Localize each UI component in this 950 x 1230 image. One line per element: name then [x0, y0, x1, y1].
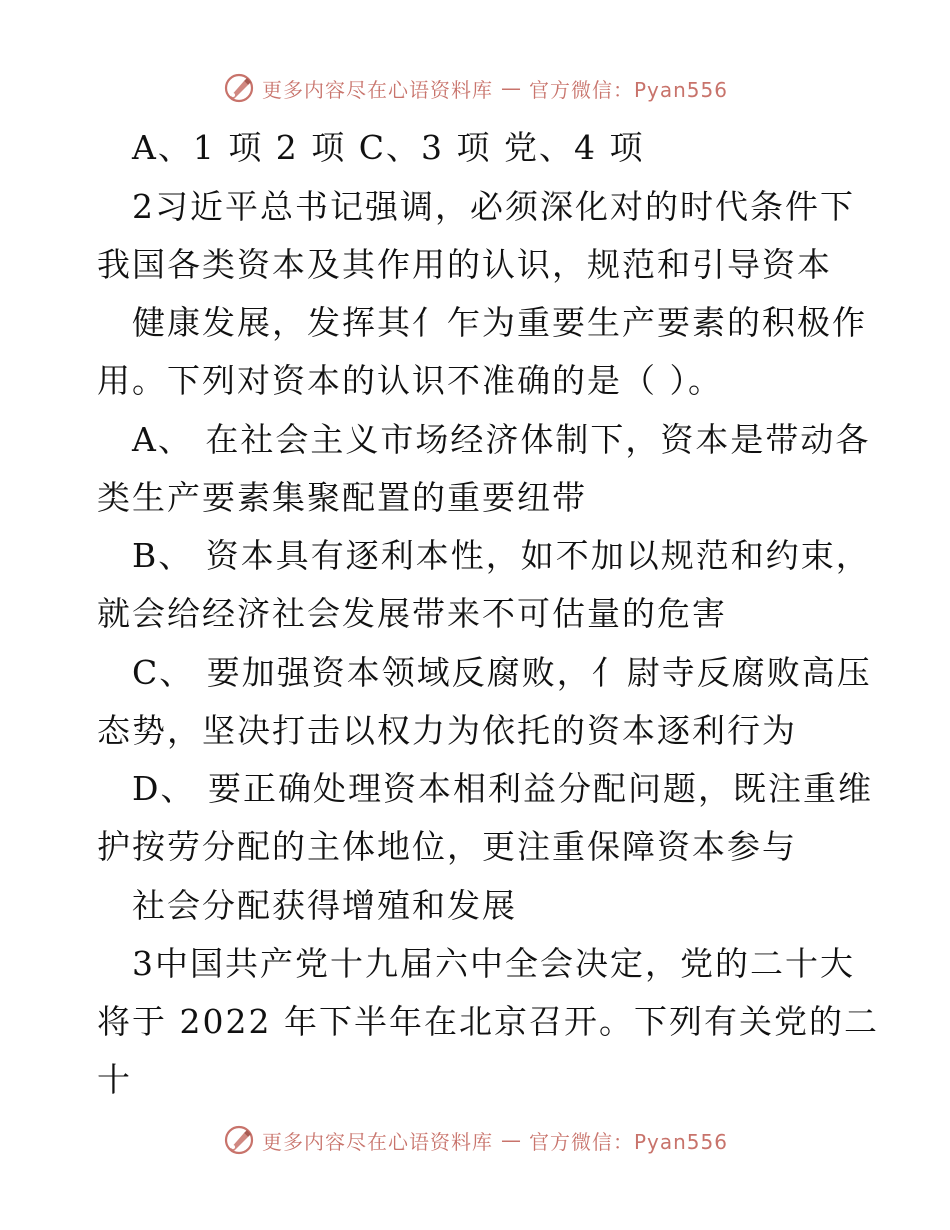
watermark-text: 更多内容尽在心语资料库 [261, 77, 493, 102]
text-line: 态势，坚决打击以权力为依托的资本逐利行为 [97, 711, 797, 750]
footer-watermark [0, 1120, 950, 1160]
text-line: C、 要加强资本领域反腐败，亻尉寺反腐败高压 [132, 653, 872, 692]
text-line: A、 在社会主义市场经济体制下，资本是带动各 [132, 420, 871, 459]
watermark-group [222, 1123, 728, 1157]
pen-logo-icon [222, 1123, 256, 1157]
pen-logo-icon [222, 71, 256, 105]
text-line: 就会给经济社会发展带来不可估量的危害 [97, 594, 727, 633]
header-watermark [0, 68, 950, 108]
watermark-separator: — [500, 1128, 521, 1152]
text-line: D、 要正确处理资本相利益分配问题，既注重维 [132, 769, 873, 808]
watermark-group [222, 71, 728, 105]
text-line: 用。下列对资本的认识不准确的是（ ）。 [97, 361, 723, 400]
text-line: 十 [97, 1060, 132, 1099]
text-line: 2习近平总书记强调，必须深化对的时代条件下 [132, 187, 855, 226]
watermark-official: 官方微信：Pyan556 [528, 77, 728, 102]
text-line: B、 资本具有逐利本性，如不加以规范和约束， [132, 536, 871, 575]
text-line: 社会分配获得增殖和发展 [132, 886, 517, 925]
watermark-text: 更多内容尽在心语资料库 [261, 1129, 493, 1154]
text-line: 护按劳分配的主体地位，更注重保障资本参与 [97, 827, 797, 866]
text-line: 我国各类资本及其作用的认识，规范和引导资本 [97, 245, 832, 284]
watermark-official: 官方微信：Pyan556 [528, 1129, 728, 1154]
text-line: 类生产要素集聚配置的重要纽带 [97, 478, 587, 517]
text-line: 将于 2022 年下半年在北京召开。下列有关党的二 [97, 1002, 879, 1041]
watermark-separator: — [500, 76, 521, 100]
text-line: A、1 项 2 项 C、3 项 党、4 项 [132, 128, 645, 167]
text-line: 健康发展，发挥其亻乍为重要生产要素的积极作 [132, 303, 867, 342]
text-line: 3中国共产党十九届六中全会决定，党的二十大 [132, 944, 855, 983]
